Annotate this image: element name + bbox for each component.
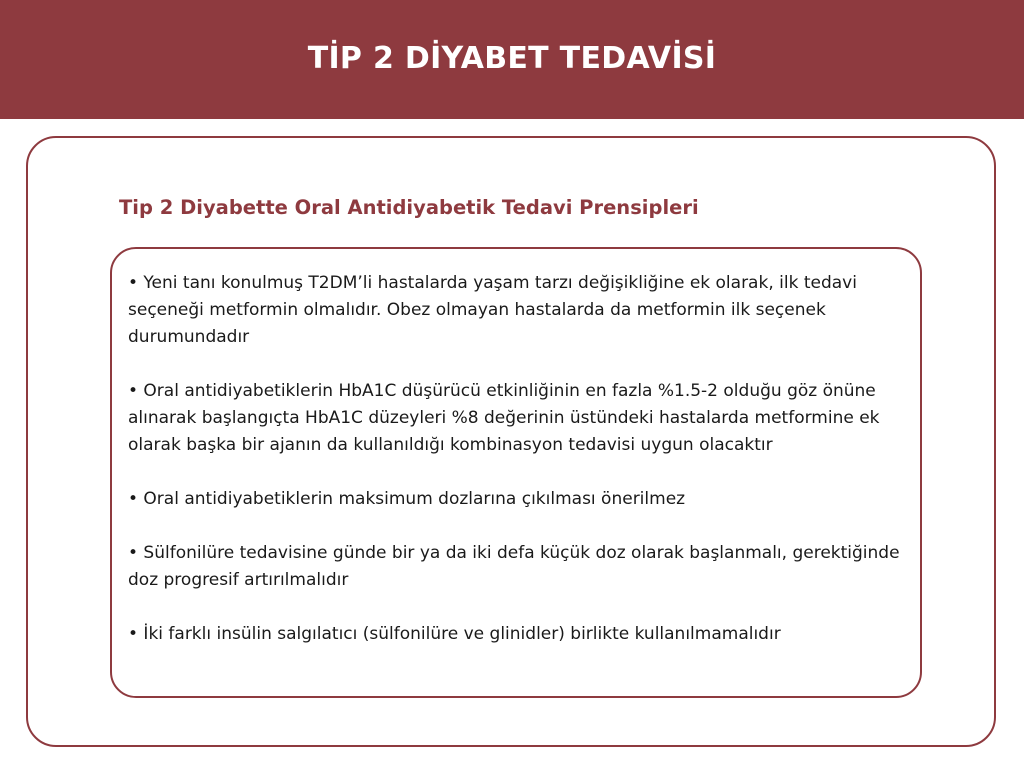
bullet-list [128,270,910,648]
slide-title: TİP 2 DİYABET TEDAVİSİ [307,41,717,76]
bullet-item-4: • Sülfonilüre tedavisine günde bir ya da iki defa küçük doz olarak başlanmalı, gerektiğinde doz progresif artırılmalıdır [128,543,900,590]
bullet-item-1: • Yeni tanı konulmuş T2DM’li hastalarda yaşam tarzı değişikliğine ek olarak, ilk tedavi seçeneği metformin olmalıdır. Obez olmayan hastalarda da metformin ilk seçenek durumundadır [128,273,857,347]
title-bar [0,0,1024,119]
bullet-item-3: • Oral antidiyabetiklerin maksimum dozlarına çıkılması önerilmez [128,489,686,509]
section-heading: Tip 2 Diyabette Oral Antidiyabetik Tedavi Prensipleri [119,196,699,219]
bullet-item-2: • Oral antidiyabetiklerin HbA1C düşürücü etkinliğinin en fazla %1.5-2 olduğu göz önüne alınarak başlangıçta HbA1C düzeyleri %8 değerinin üstündeki hastalarda metformine ek olarak başka bir ajanın da kullanıldığı kombinasyon tedavisi uygun olacaktır [128,381,880,455]
bullet-item-5: • İki farklı insülin salgılatıcı (sülfonilüre ve glinidler) birlikte kullanılmamalıdır [128,624,781,644]
